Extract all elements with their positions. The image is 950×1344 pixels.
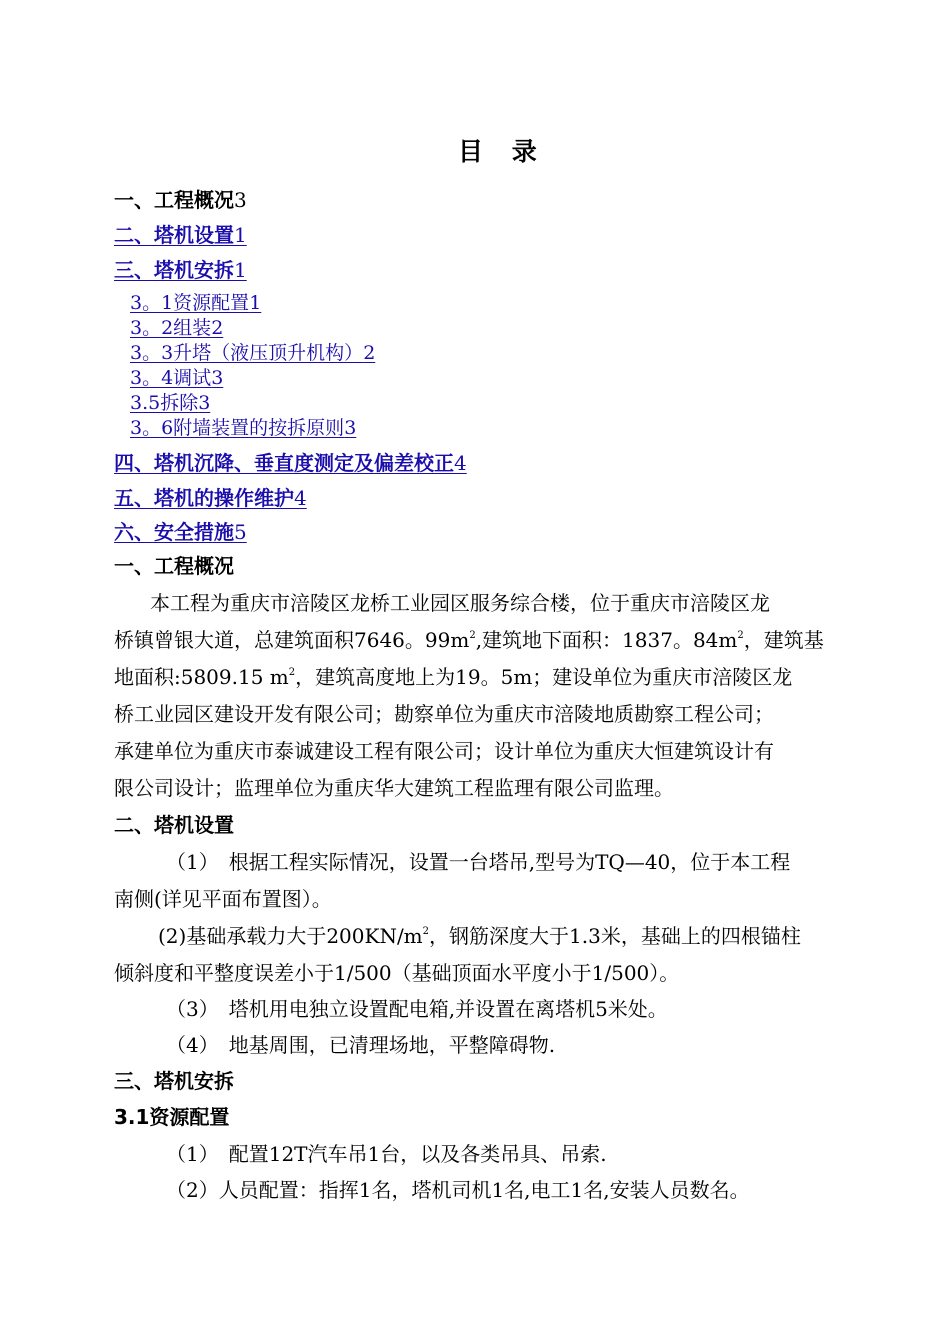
body-line: (2)基础承载力大于$200KN/m^2$，钢筋深度大于1.3米，基础上的四根锚柱 <box>158 924 801 948</box>
body-line: （3） 塔机用电独立设置配电箱,并设置在离塔机5米处。 <box>166 997 668 1021</box>
body-line: 桥镇曾银大道，总建筑面积7646。$99m^2$,建筑地下面积：1837。$84m^2$，建筑基 <box>114 628 824 652</box>
body-line: 倾斜度和平整度误差小于1/500（基础顶面水平度小于1/500）。 <box>114 961 680 985</box>
toc-sub-entry-1[interactable] <box>130 288 261 315</box>
toc-sub-entry-4[interactable] <box>130 363 223 390</box>
toc-entry-label: 三、塔机安拆 <box>114 258 234 282</box>
toc-sub-entry-2[interactable] <box>130 313 223 340</box>
sub-heading-resources: 3.1资源配置 <box>114 1105 230 1129</box>
body-line: 南侧(详见平面布置图）。 <box>114 887 332 911</box>
toc-entry-label: 二、塔机设置 <box>114 223 234 247</box>
toc-entry-label: 四、塔机沉降、垂直度测定及偏差校正 <box>114 451 454 475</box>
toc-entry-label: 3.5拆除 <box>130 392 199 414</box>
toc-entry-2[interactable] <box>114 219 247 248</box>
body-line: 限公司设计；监理单位为重庆华大建筑工程监理有限公司监理。 <box>114 776 674 800</box>
toc-entry-4[interactable] <box>114 447 467 476</box>
toc-entry-page: 5 <box>234 520 247 544</box>
toc-entry-page: 1 <box>234 223 247 247</box>
body-line: （4） 地基周围，已清理场地，平整障碍物. <box>166 1033 556 1057</box>
toc-entry-page: 2 <box>211 317 224 339</box>
toc-entry-page: 1 <box>234 258 247 282</box>
body-line: （1） 配置12T汽车吊1台，以及各类吊具、吊索. <box>166 1142 607 1166</box>
toc-entry-page: 2 <box>363 342 376 364</box>
body-line: 地面积:5809.15 $m^2$，建筑高度地上为19。5m；建设单位为重庆市涪陵区龙 <box>114 665 793 689</box>
toc-entry-page: 3 <box>344 417 357 439</box>
body-line: 本工程为重庆市涪陵区龙桥工业园区服务综合楼，位于重庆市涪陵区龙 <box>150 591 770 615</box>
toc-entry-page: 3 <box>211 367 224 389</box>
toc-entry-label: 3。6附墙装置的按拆原则 <box>130 417 345 439</box>
toc-entry-label: 五、塔机的操作维护 <box>114 486 294 510</box>
body-line: 桥工业园区建设开发有限公司；勘察单位为重庆市涪陵地质勘察工程公司； <box>114 702 774 726</box>
section-heading-overview: 一、工程概况 <box>114 554 234 578</box>
toc-entry-page: 3 <box>234 188 247 212</box>
toc-entry-1[interactable] <box>114 184 247 213</box>
toc-entry-label: 一、工程概况 <box>114 188 234 212</box>
section-heading-installation: 三、塔机安拆 <box>114 1069 234 1093</box>
toc-title: 目 录 <box>458 137 547 166</box>
toc-entry-page: 3 <box>198 392 211 414</box>
body-line: （2）人员配置：指挥1名，塔机司机1名,电工1名,安装人员数名。 <box>166 1178 750 1202</box>
toc-entry-label: 3。1资源配置 <box>130 292 250 314</box>
body-line: （1） 根据工程实际情况，设置一台塔吊,型号为TQ—40，位于本工程 <box>166 850 791 874</box>
toc-entry-label: 六、安全措施 <box>114 520 234 544</box>
toc-entry-5[interactable] <box>114 482 307 511</box>
toc-entry-page: 4 <box>454 451 467 475</box>
toc-entry-page: 1 <box>249 292 262 314</box>
toc-entry-label: 3。3升塔（液压顶升机构） <box>130 342 364 364</box>
toc-entry-3[interactable] <box>114 254 247 283</box>
toc-entry-label: 3。2组装 <box>130 317 212 339</box>
toc-entry-label: 3。4调试 <box>130 367 212 389</box>
toc-sub-entry-6[interactable] <box>130 413 356 440</box>
toc-sub-entry-3[interactable] <box>130 338 375 365</box>
toc-entry-6[interactable] <box>114 516 247 545</box>
section-heading-tower-crane-setup: 二、塔机设置 <box>114 813 234 837</box>
toc-entry-page: 4 <box>294 486 307 510</box>
toc-sub-entry-5[interactable] <box>130 388 210 415</box>
body-line: 承建单位为重庆市泰诚建设工程有限公司；设计单位为重庆大恒建筑设计有 <box>114 739 774 763</box>
